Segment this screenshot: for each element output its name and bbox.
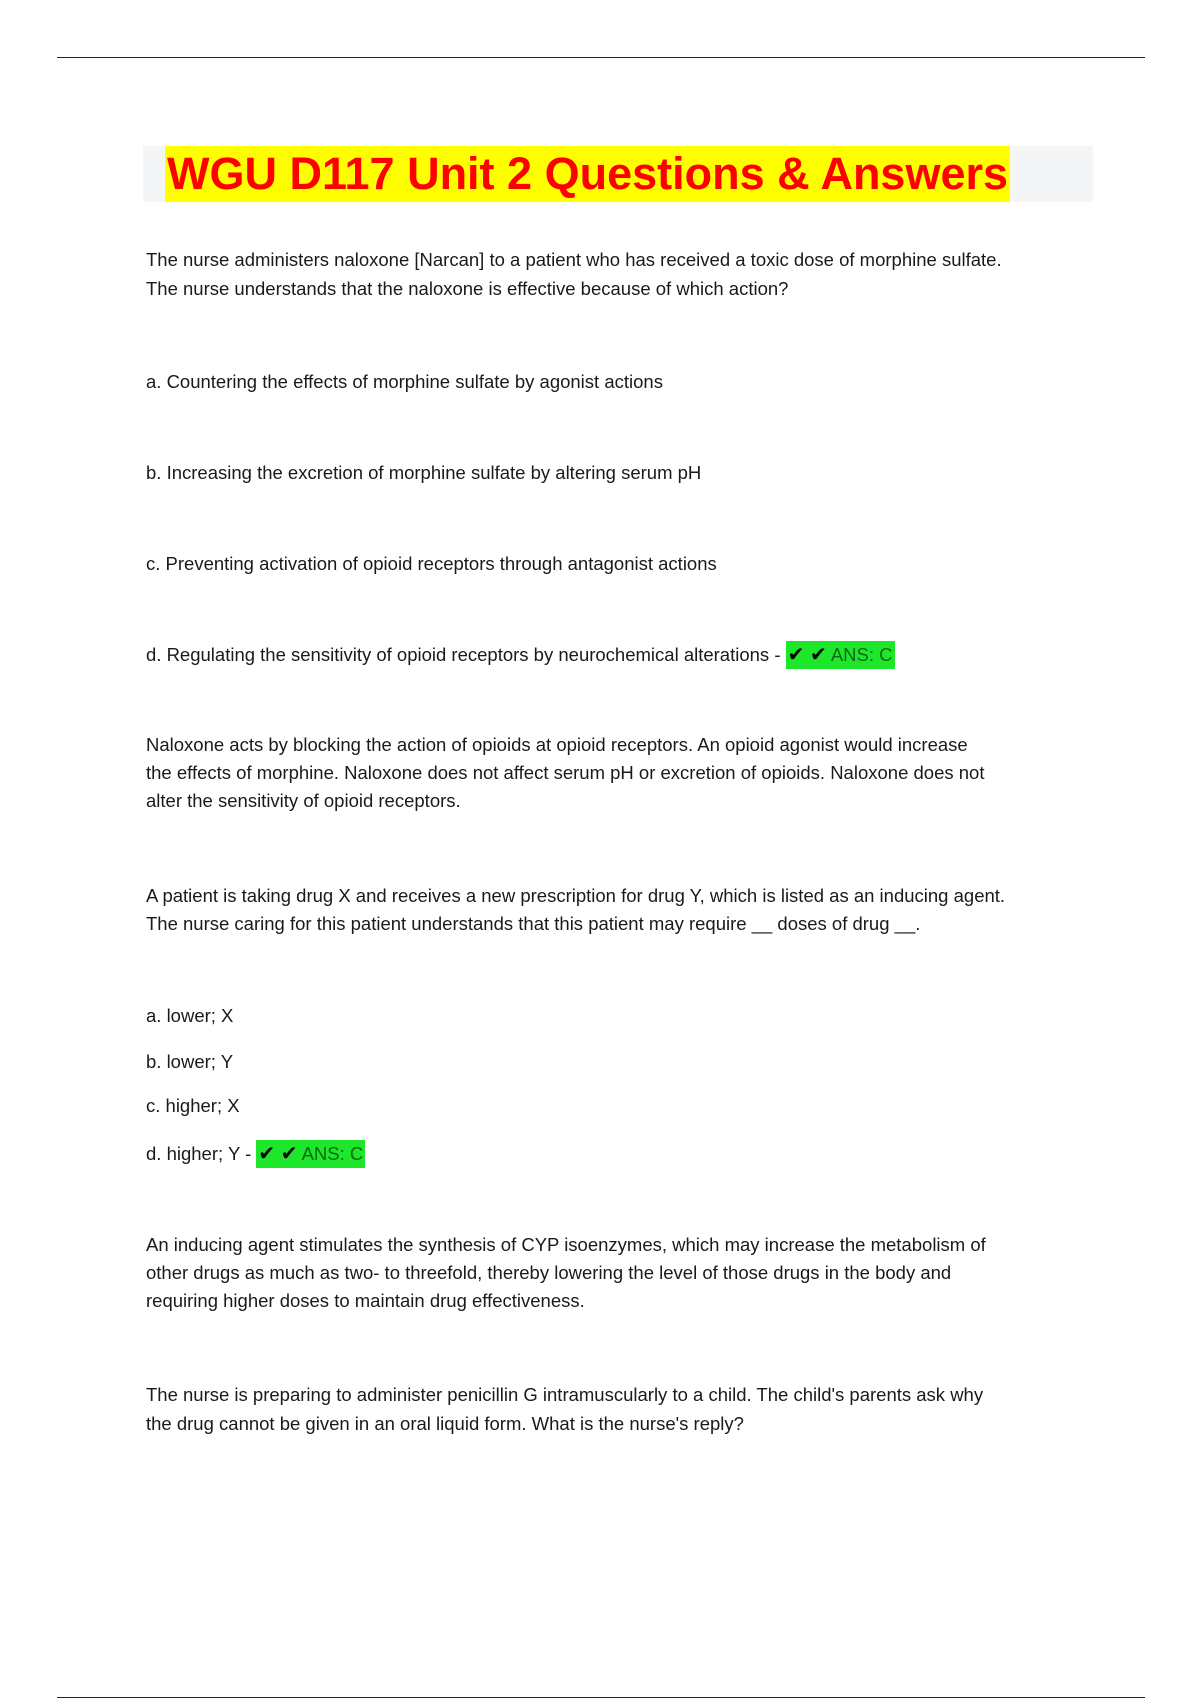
rationale-line: An inducing agent stimulates the synthesis of CYP isoenzymes, which may increase the metabolism of — [146, 1234, 986, 1255]
question-1-option-d — [146, 640, 1096, 669]
question-2-option-b: b. lower; Y — [146, 1051, 234, 1072]
prompt-line: the drug cannot be given in an oral liquid form. What is the nurse's reply? — [146, 1413, 744, 1434]
prompt-line: The nurse administers naloxone [Narcan] to a patient who has received a toxic dose of morphine sulfate. — [146, 249, 1002, 270]
rationale-line: the effects of morphine. Naloxone does not affect serum pH or excretion of opioids. Naloxone does not — [146, 762, 985, 783]
answer-badge — [256, 1140, 365, 1168]
option-text: d. Regulating the sensitivity of opioid receptors by neurochemical alterations - — [146, 644, 781, 665]
rationale-line: Naloxone acts by blocking the action of opioids at opioid receptors. An opioid agonist would increase — [146, 734, 968, 755]
checkmark-icon: ✔ ✔ — [787, 644, 827, 666]
rationale-line: alter the sensitivity of opioid receptors. — [146, 790, 461, 811]
answer-label: ANS: C — [830, 644, 893, 665]
question-1-option-a: a. Countering the effects of morphine sulfate by agonist actions — [146, 371, 663, 392]
question-1-option-b: b. Increasing the excretion of morphine sulfate by altering serum pH — [146, 462, 702, 483]
question-1-option-c: c. Preventing activation of opioid receptors through antagonist actions — [146, 553, 717, 574]
prompt-line: The nurse is preparing to administer penicillin G intramuscularly to a child. The child's parents ask why — [146, 1384, 984, 1405]
option-text: d. higher; Y - — [146, 1143, 252, 1164]
bottom-rule — [57, 1697, 1145, 1698]
answer-badge — [786, 641, 895, 669]
rationale-line: requiring higher doses to maintain drug effectiveness. — [146, 1290, 585, 1311]
answer-label: ANS: C — [301, 1143, 364, 1164]
prompt-line: The nurse caring for this patient understands that this patient may require __ doses of drug __. — [146, 913, 921, 934]
question-2-option-d — [146, 1139, 1096, 1168]
page-title: WGU D117 Unit 2 Questions & Answers — [165, 146, 1010, 202]
question-1-rationale — [146, 731, 1096, 815]
top-rule — [57, 57, 1145, 58]
question-2-option-a: a. lower; X — [146, 1005, 234, 1026]
question-3-prompt — [146, 1380, 1096, 1438]
prompt-line: The nurse understands that the naloxone is effective because of which action? — [146, 278, 789, 299]
question-2-rationale — [146, 1231, 1096, 1315]
question-1-prompt — [146, 245, 1096, 303]
rationale-line: other drugs as much as two- to threefold, thereby lowering the level of those drugs in the body and — [146, 1262, 952, 1283]
prompt-line: A patient is taking drug X and receives a new prescription for drug Y, which is listed as an inducing agent. — [146, 885, 1006, 906]
checkmark-icon: ✔ ✔ — [258, 1143, 298, 1165]
question-2-prompt — [146, 882, 1096, 938]
question-2-option-c: c. higher; X — [146, 1095, 240, 1116]
